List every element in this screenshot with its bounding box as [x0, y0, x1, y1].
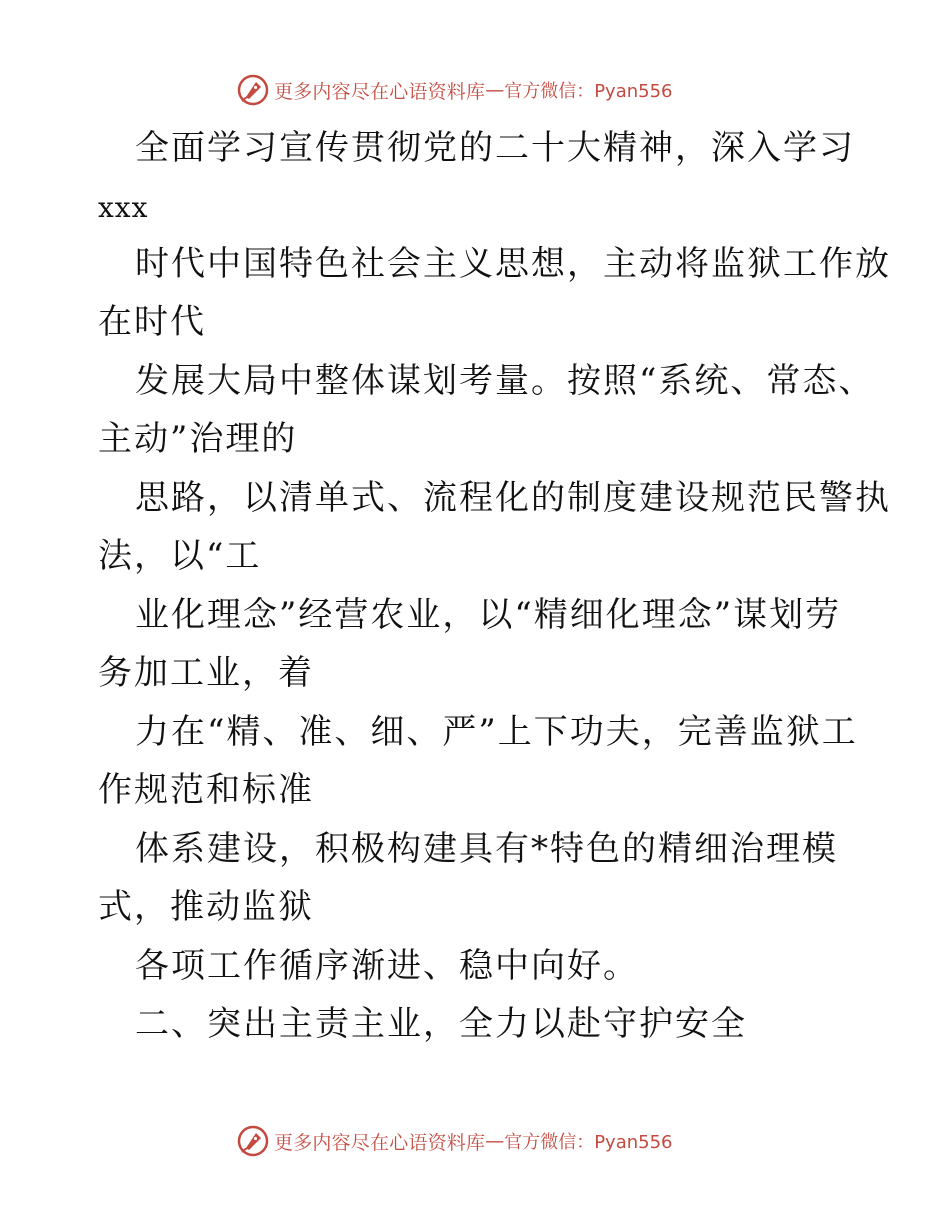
watermark-sub-text: 官方微信：Pyan556	[504, 1132, 673, 1153]
watermark-sub-text: 官方微信：Pyan556	[504, 81, 673, 102]
watermark-dash: —	[485, 79, 505, 101]
body-line-12: 作规范和标准	[98, 770, 314, 810]
body-line-15: 各项工作循序渐进、稳中向好。	[135, 946, 639, 986]
body-line-8: 法，以“工	[98, 536, 262, 576]
body-line-1: 全面学习宣传贯彻党的二十大精神，深入学习	[135, 128, 855, 168]
body-line-10: 务加工业，着	[98, 653, 314, 693]
watermark-main-text: 更多内容尽在心语资料库	[274, 1131, 486, 1154]
body-line-3: 时代中国特色社会主义思想，主动将监狱工作放	[135, 244, 891, 284]
body-line-13: 体系建设，积极构建具有*特色的精细治理模	[135, 829, 838, 869]
watermark-dash: —	[485, 1130, 505, 1152]
pen-nib-logo-icon	[236, 73, 270, 107]
body-line-5: 发展大局中整体谋划考量。按照“系统、常态、	[135, 361, 875, 401]
body-line-7: 思路，以清单式、流程化的制度建设规范民警执	[135, 478, 891, 518]
footer-watermark	[236, 1124, 673, 1158]
body-line-6: 主动”治理的	[98, 419, 298, 459]
body-line-9: 业化理念”经营农业，以“精细化理念”谋划劳	[135, 595, 842, 635]
watermark-main-text: 更多内容尽在心语资料库	[274, 80, 486, 103]
body-line-14: 式，推动监狱	[98, 887, 314, 927]
body-line-2: xxx	[98, 191, 149, 224]
header-watermark	[236, 73, 673, 107]
body-line-4: 在时代	[98, 302, 206, 342]
pen-nib-logo-icon	[236, 1124, 270, 1158]
body-line-11: 力在“精、准、细、严”上下功夫，完善监狱工	[135, 712, 858, 752]
section-heading: 二、突出主责主业，全力以赴守护安全	[135, 1004, 747, 1044]
